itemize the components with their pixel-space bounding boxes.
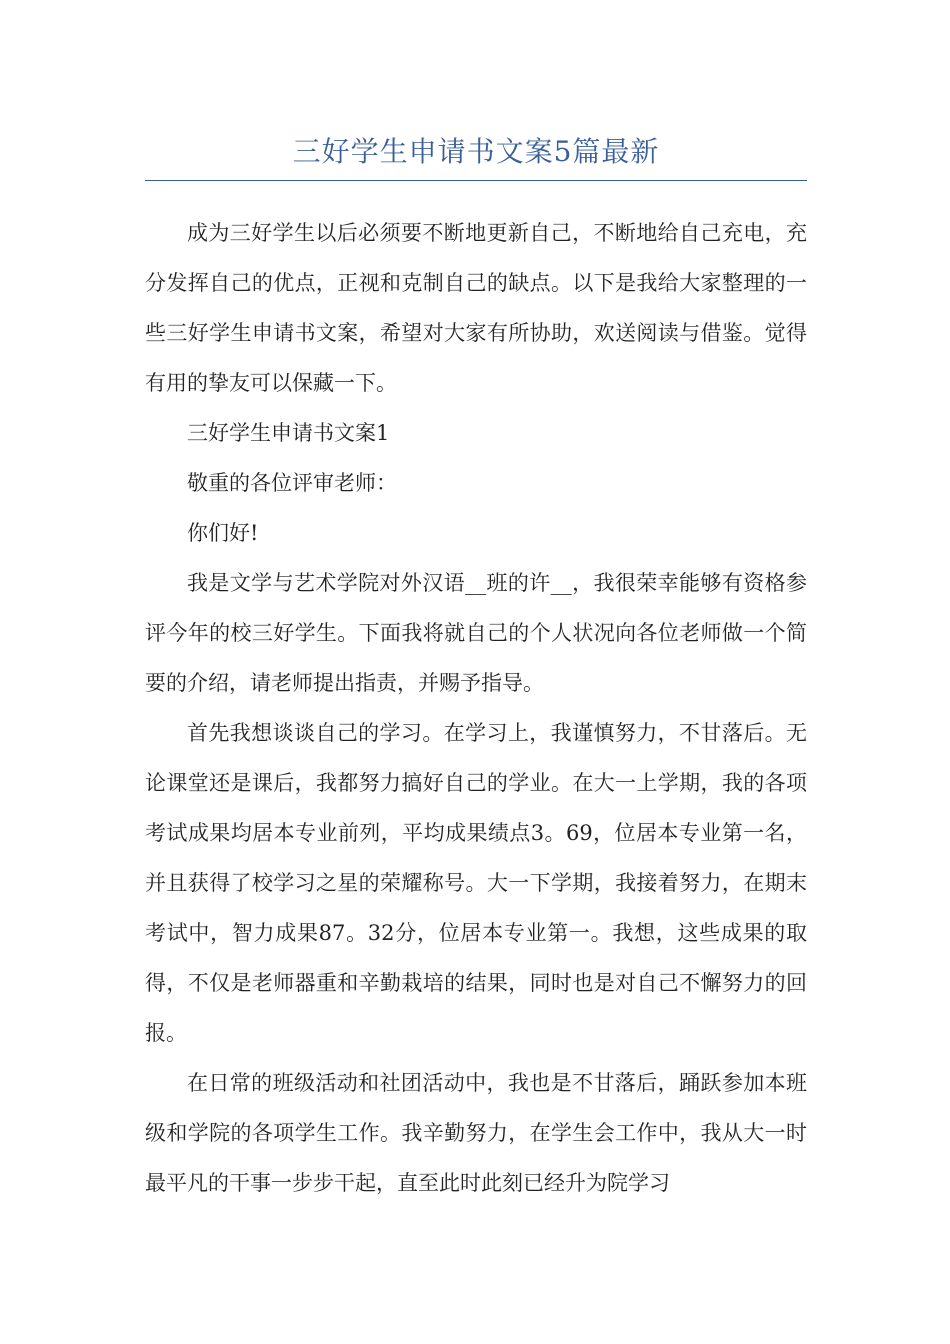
body-paragraph: 在日常的班级活动和社团活动中，我也是不甘落后，踊跃参加本班级和学院的各项学生工作。我辛勤努力，在学生会工作中，我从大一时最平凡的干事一步步干起，直至此时此刻已经升为院学习 [145,1071,807,1195]
title-underline [145,180,807,181]
intro-paragraph: 成为三好学生以后必须要不断地更新自己，不断地给自己充电，充分发挥自己的优点，正视和克制自己的缺点。以下是我给大家整理的一些三好学生申请书文案，希望对大家有所协助，欢送阅读与借鉴。觉得有用的挚友可以保藏一下。 [145,221,807,395]
greeting: 你们好! [187,521,259,545]
section-heading: 三好学生申请书文案1 [187,421,390,445]
page-title: 三好学生申请书文案5篇最新 [292,135,660,168]
document-body [145,208,807,1208]
body-paragraph: 我是文学与艺术学院对外汉语__班的许__，我很荣幸能够有资格参评今年的校三好学生。下面我将就自己的个人状况向各位老师做一个简要的介绍，请老师提出指责，并赐予指导。 [145,571,807,695]
body-paragraph: 首先我想谈谈自己的学习。在学习上，我谨慎努力，不甘落后。无论课堂还是课后，我都努力搞好自己的学业。在大一上学期，我的各项考试成果均居本专业前列，平均成果绩点3。69，位居本专业第一名，并且获得了校学习之星的荣耀称号。大一下学期，我接着努力，在期末考试中，智力成果87。32分，位居本专业第一。我想，这些成果的取得，不仅是老师器重和辛勤栽培的结果，同时也是对自己不懈努力的回报。 [145,721,807,1045]
salutation: 敬重的各位评审老师： [187,471,397,495]
